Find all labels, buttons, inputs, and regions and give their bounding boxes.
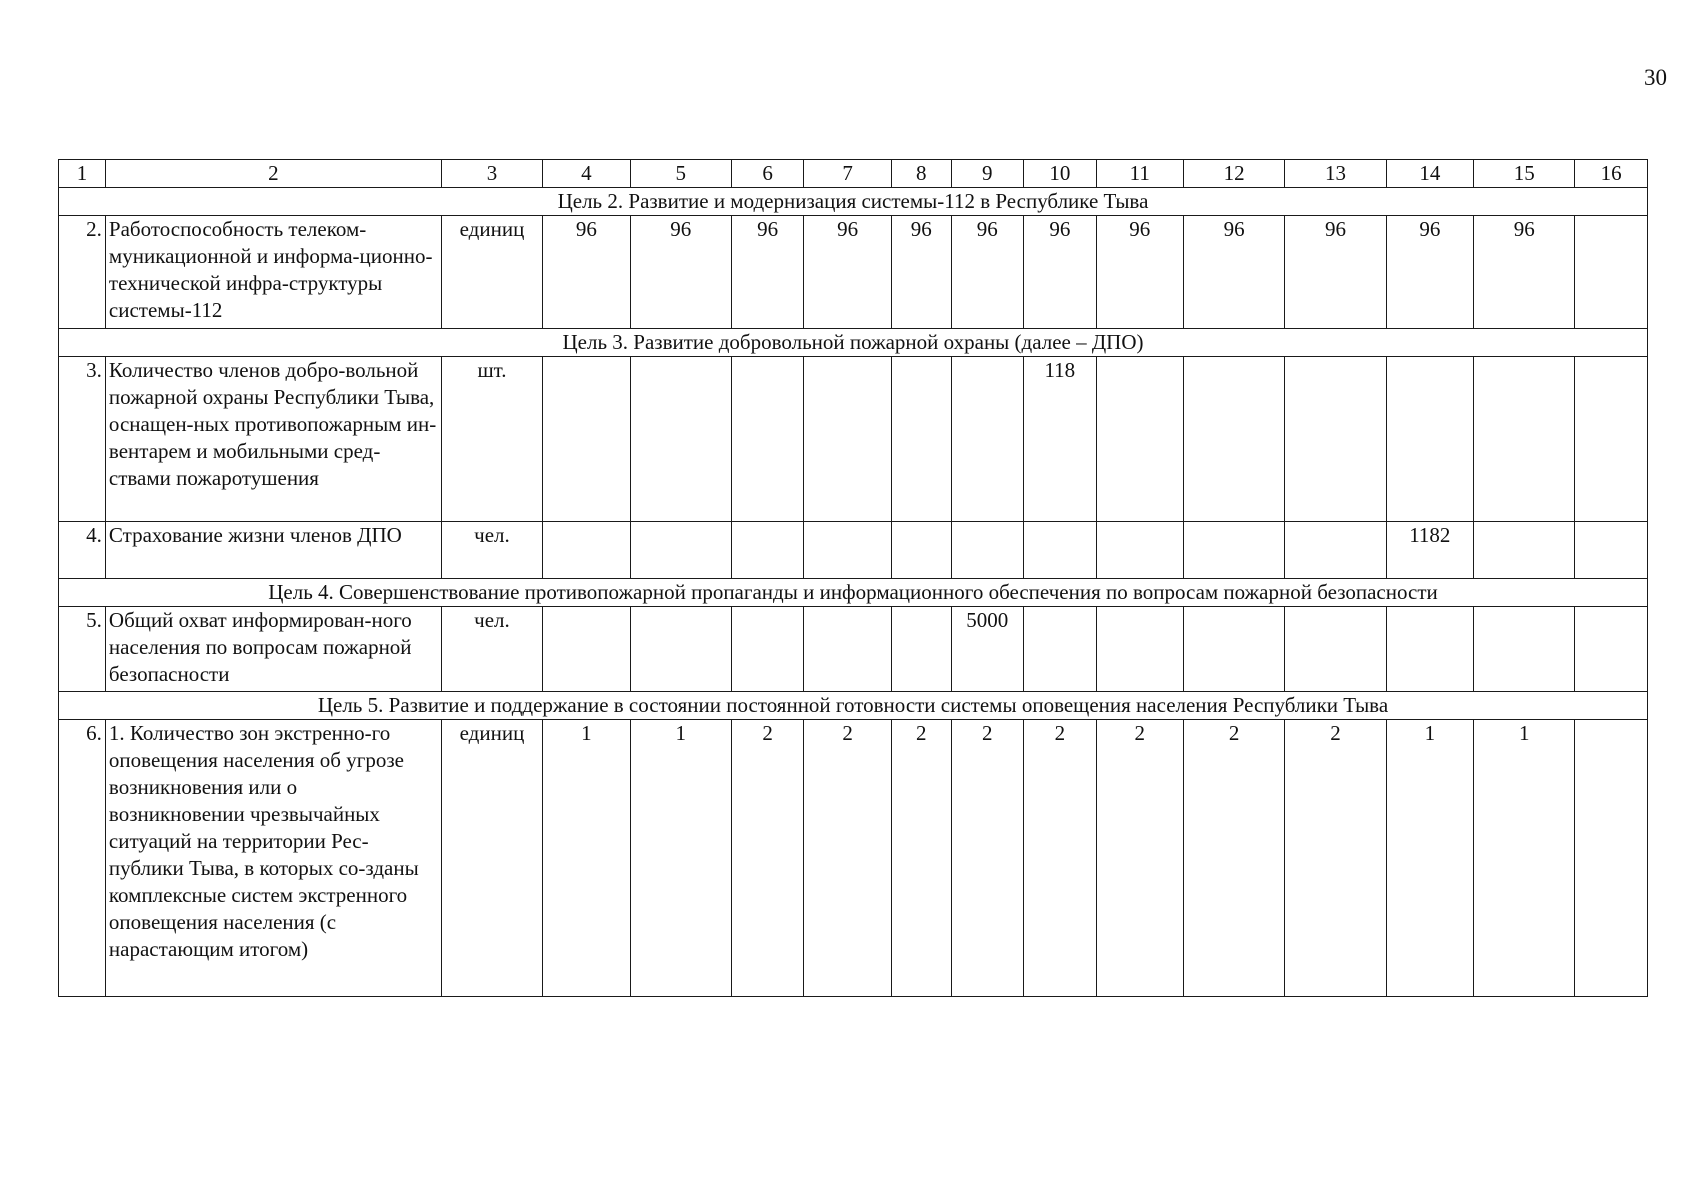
- page-number: 30: [1644, 65, 1667, 90]
- value-cell: [1024, 607, 1097, 692]
- value-cell: 1: [1474, 720, 1575, 997]
- col-header-6: 6: [731, 160, 804, 188]
- value-cell: 96: [1096, 216, 1183, 329]
- indicator-name: Страхование жизни членов ДПО: [105, 522, 441, 579]
- table-row: [59, 607, 1648, 692]
- col-header-5: 5: [630, 160, 731, 188]
- value-cell: [804, 522, 891, 579]
- value-cell: 96: [1024, 216, 1097, 329]
- col-header-1: 1: [59, 160, 106, 188]
- value-cell: [543, 522, 630, 579]
- value-cell: 96: [731, 216, 804, 329]
- value-cell: [891, 522, 951, 579]
- unit-cell: шт.: [441, 357, 542, 522]
- col-header-11: 11: [1096, 160, 1183, 188]
- col-header-4: 4: [543, 160, 630, 188]
- value-cell: [731, 522, 804, 579]
- goal-5-row: [59, 692, 1648, 720]
- value-cell: [630, 522, 731, 579]
- value-cell: [1096, 357, 1183, 522]
- unit-cell: чел.: [441, 522, 542, 579]
- value-cell: 96: [1386, 216, 1473, 329]
- goal-4-row: [59, 579, 1648, 607]
- value-cell: [1575, 357, 1648, 522]
- value-cell: 2: [951, 720, 1024, 997]
- value-cell: [1474, 522, 1575, 579]
- value-cell: [951, 357, 1024, 522]
- indicators-table: [58, 159, 1648, 997]
- value-cell: [1024, 522, 1097, 579]
- value-cell: [951, 522, 1024, 579]
- row-number: 4.: [59, 522, 106, 579]
- col-header-7: 7: [804, 160, 891, 188]
- col-header-16: 16: [1575, 160, 1648, 188]
- value-cell: [1285, 357, 1386, 522]
- value-cell: [630, 607, 731, 692]
- value-cell: 5000: [951, 607, 1024, 692]
- goal-5-heading: Цель 5. Развитие и поддержание в состоянии постоянной готовности системы оповещения населения Республики Тыва: [59, 692, 1648, 720]
- value-cell: 96: [951, 216, 1024, 329]
- goal-2-heading: Цель 2. Развитие и модернизация системы-112 в Республике Тыва: [59, 188, 1648, 216]
- value-cell: [1096, 522, 1183, 579]
- value-cell: 1: [1386, 720, 1473, 997]
- value-cell: 2: [1024, 720, 1097, 997]
- indicator-name: Общий охват информирован-ного населения по вопросам пожарной безопасности: [105, 607, 441, 692]
- indicator-name: Работоспособность телеком-муникационной и информа-ционно-технической инфра-структуры системы-112: [105, 216, 441, 329]
- value-cell: [1285, 607, 1386, 692]
- table-row: [59, 216, 1648, 329]
- value-cell: 96: [543, 216, 630, 329]
- value-cell: [804, 607, 891, 692]
- row-number: 6.: [59, 720, 106, 997]
- indicator-name: Количество членов добро-вольной пожарной охраны Республики Тыва, оснащен-ных противопожарным ин-вентарем и мобильными сред-ствами пожаротушения: [105, 357, 441, 522]
- value-cell: [1184, 607, 1285, 692]
- col-header-2: 2: [105, 160, 441, 188]
- value-cell: [630, 357, 731, 522]
- value-cell: 2: [1096, 720, 1183, 997]
- value-cell: [1575, 607, 1648, 692]
- value-cell: [1285, 522, 1386, 579]
- value-cell: 96: [1474, 216, 1575, 329]
- goal-2-row: [59, 188, 1648, 216]
- value-cell: [1575, 522, 1648, 579]
- table-row: [59, 357, 1648, 522]
- value-cell: 96: [630, 216, 731, 329]
- col-header-10: 10: [1024, 160, 1097, 188]
- value-cell: [1474, 357, 1575, 522]
- goal-3-row: [59, 329, 1648, 357]
- value-cell: 2: [804, 720, 891, 997]
- unit-cell: единиц: [441, 720, 542, 997]
- goal-4-heading: Цель 4. Совершенствование противопожарной пропаганды и информационного обеспечения по вопросам пожарной безопасности: [59, 579, 1648, 607]
- value-cell: [1386, 357, 1473, 522]
- table-row: [59, 720, 1648, 997]
- row-number: 3.: [59, 357, 106, 522]
- value-cell: [1386, 607, 1473, 692]
- value-cell: 2: [731, 720, 804, 997]
- value-cell: [731, 607, 804, 692]
- value-cell: 96: [1184, 216, 1285, 329]
- value-cell: [1184, 522, 1285, 579]
- value-cell: 1: [543, 720, 630, 997]
- value-cell: 1: [630, 720, 731, 997]
- col-header-9: 9: [951, 160, 1024, 188]
- value-cell: [891, 607, 951, 692]
- value-cell: 118: [1024, 357, 1097, 522]
- col-header-3: 3: [441, 160, 542, 188]
- value-cell: [731, 357, 804, 522]
- col-header-13: 13: [1285, 160, 1386, 188]
- table-row: [59, 522, 1648, 579]
- value-cell: 2: [891, 720, 951, 997]
- value-cell: [543, 357, 630, 522]
- value-cell: 96: [804, 216, 891, 329]
- indicator-name: 1. Количество зон экстренно-го оповещения населения об угрозе возникновения или о возникновении чрезвычайных ситуаций на территории Рес-публики Тыва, в которых со-зданы комплексные систем экстренного оповещения населения (с нарастающим итогом): [105, 720, 441, 997]
- column-number-row: [59, 160, 1648, 188]
- value-cell: 2: [1184, 720, 1285, 997]
- col-header-14: 14: [1386, 160, 1473, 188]
- row-number: 2.: [59, 216, 106, 329]
- value-cell: 96: [1285, 216, 1386, 329]
- goal-3-heading: Цель 3. Развитие добровольной пожарной охраны (далее – ДПО): [59, 329, 1648, 357]
- value-cell: [1575, 216, 1648, 329]
- unit-cell: единиц: [441, 216, 542, 329]
- value-cell: 96: [891, 216, 951, 329]
- value-cell: [1575, 720, 1648, 997]
- value-cell: 2: [1285, 720, 1386, 997]
- row-number: 5.: [59, 607, 106, 692]
- col-header-12: 12: [1184, 160, 1285, 188]
- value-cell: [891, 357, 951, 522]
- unit-cell: чел.: [441, 607, 542, 692]
- value-cell: [1184, 357, 1285, 522]
- value-cell: [804, 357, 891, 522]
- value-cell: [1474, 607, 1575, 692]
- value-cell: [1096, 607, 1183, 692]
- value-cell: [543, 607, 630, 692]
- col-header-15: 15: [1474, 160, 1575, 188]
- col-header-8: 8: [891, 160, 951, 188]
- value-cell: 1182: [1386, 522, 1473, 579]
